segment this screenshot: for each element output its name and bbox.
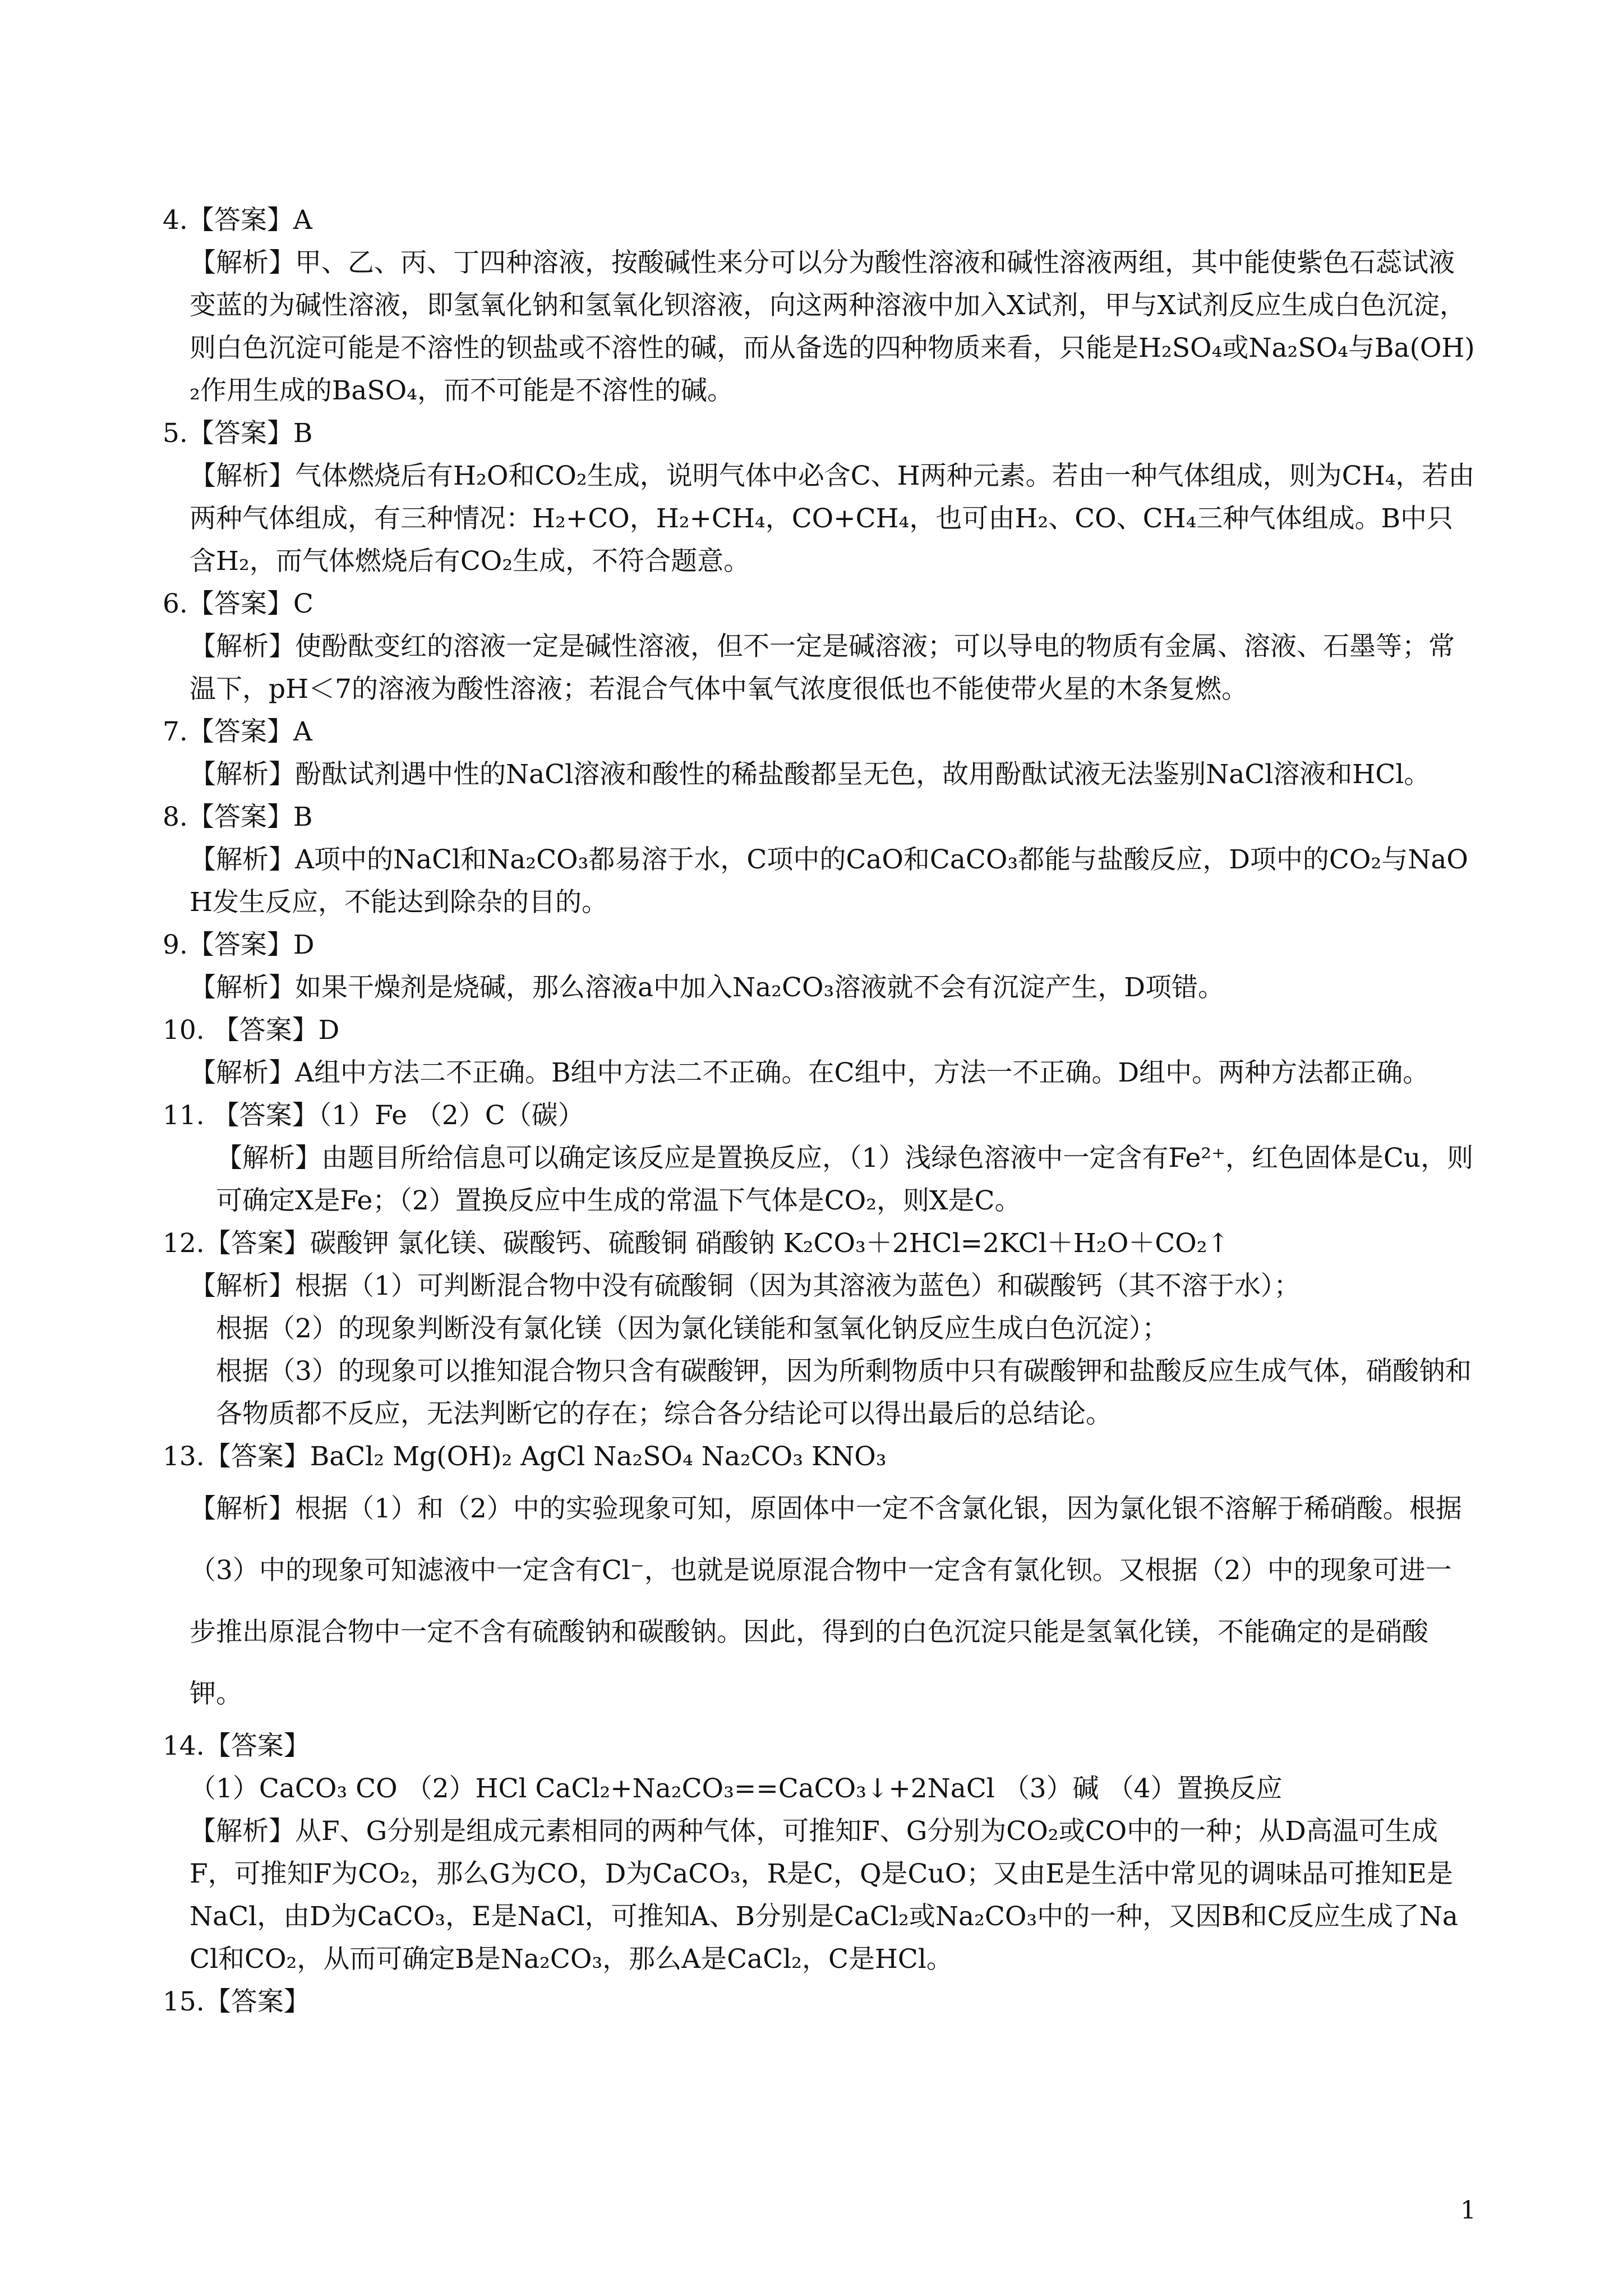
analysis-12-part2: 根据（2）的现象判断没有氯化镁（因为氯化镁能和氢氧化钠反应生成白色沉淀）； — [216, 1313, 1169, 1344]
answer-15: 15.【答案】 — [163, 1986, 310, 2017]
answer-14-items: （1）CaCO₃ CO （2）HCl CaCl₂+Na₂CO₃==CaCO₃↓+2NaCl （3）碱 （4）置换反应 — [190, 1773, 1283, 1804]
answer-14: 14.【答案】 — [163, 1731, 310, 1761]
answer-9: 9.【答案】D — [163, 930, 315, 960]
answer-10: 10. 【答案】D — [163, 1015, 340, 1046]
answer-5: 5.【答案】B — [163, 418, 313, 449]
answer-8: 8.【答案】B — [163, 802, 313, 832]
answer-13: 13.【答案】BaCl₂ Mg(OH)₂ AgCl Na₂SO₄ Na₂CO₃ KNO₃ — [163, 1441, 887, 1472]
analysis-4: 【解析】甲、乙、丙、丁四种溶液，按酸碱性来分可以分为酸性溶液和碱性溶液两组，其中能使紫色石蕊试液变蓝的为碱性溶液，即氢氧化钠和氢氧化钡溶液，向这两种溶液中加入X试剂，甲与X试剂反应生成白色沉淀，则白色沉淀可能是不溶性的钡盐或不溶性的碱，而从备选的四种物质来看，只能是H₂SO₄或Na₂SO₄与Ba(OH)₂作用生成的BaSO₄，而不可能是不溶性的碱。 — [190, 247, 1475, 406]
answer-11: 11. 【答案】（1）Fe （2）C（碳） — [163, 1100, 584, 1131]
answer-key-body — [163, 199, 1475, 2023]
analysis-11: 【解析】由题目所给信息可以确定该反应是置换反应，（1）浅绿色溶液中一定含有Fe²⁺，红色固体是Cu，则可确定X是Fe；（2）置换反应中生成的常温下气体是CO₂，则X是C。 — [216, 1143, 1474, 1216]
analysis-7: 【解析】酚酞试剂遇中性的NaCl溶液和酸性的稀盐酸都呈无色，故用酚酞试液无法鉴别NaCl溶液和HCl。 — [190, 759, 1431, 790]
analysis-12-part3: 根据（3）的现象可以推知混合物只含有碳酸钾，因为所剩物质中只有碳酸钾和盐酸反应生成气体，硝酸钠和各物质都不反应，无法判断它的存在；综合各分结论可以得出最后的总结论。 — [216, 1356, 1472, 1429]
answer-6: 6.【答案】C — [163, 588, 313, 619]
page-number: 1 — [1460, 2196, 1476, 2225]
analysis-10: 【解析】A组中方法二不正确。B组中方法二不正确。在C组中，方法一不正确。D组中。两种方法都正确。 — [190, 1057, 1430, 1088]
analysis-5: 【解析】气体燃烧后有H₂O和CO₂生成，说明气体中必含C、H两种元素。若由一种气体组成，则为CH₄，若由两种气体组成，有三种情况：H₂+CO，H₂+CH₄，CO+CH₄，也可由H₂、CO、CH₄三种气体组成。B中只含H₂，而气体燃烧后有CO₂生成，不符合题意。 — [190, 461, 1475, 577]
answer-12: 12.【答案】碳酸钾 氯化镁、碳酸钙、硫酸铜 硝酸钠 K₂CO₃＋2HCl=2KCl＋H₂O＋CO₂↑ — [163, 1228, 1229, 1259]
analysis-14: 【解析】从F、G分别是组成元素相同的两种气体，可推知F、G分别为CO₂或CO中的一种；从D高温可生成F，可推知F为CO₂，那么G为CO，D为CaCO₃，R是C，Q是CuO；又由E是生活中常见的调味品可推知E是NaCl，由D为CaCO₃，E是NaCl，可推知A、B分别是CaCl₂或Na₂CO₃中的一种，又因B和C反应生成了NaCl和CO₂，从而可确定B是Na₂CO₃，那么A是CaCl₂，C是HCl。 — [190, 1816, 1458, 1975]
answer-4: 4.【答案】A — [163, 205, 312, 236]
analysis-6: 【解析】使酚酞变红的溶液一定是碱性溶液，但不一定是碱溶液；可以导电的物质有金属、溶液、石墨等；常温下，pH＜7的溶液为酸性溶液；若混合气体中氧气浓度很低也不能使带火星的木条复燃。 — [190, 631, 1455, 705]
answer-7: 7.【答案】A — [163, 716, 312, 747]
analysis-9: 【解析】如果干燥剂是烧碱，那么溶液a中加入Na₂CO₃溶液就不会有沉淀产生，D项错。 — [190, 972, 1225, 1003]
analysis-13: 【解析】根据（1）和（2）中的实验现象可知，原固体中一定不含氯化银，因为氯化银不溶解于稀硝酸。根据（3）中的现象可知滤液中一定含有Cl⁻，也就是说原混合物中一定含有氯化钡。又根据（2）中的现象可进一步推出原混合物中一定不含有硫酸钠和碳酸钠。因此，得到的白色沉淀只能是氢氧化镁，不能确定的是硝酸钾。 — [190, 1493, 1462, 1709]
analysis-8: 【解析】A项中的NaCl和Na₂CO₃都易溶于水，C项中的CaO和CaCO₃都能与盐酸反应，D项中的CO₂与NaOH发生反应，不能达到除杂的目的。 — [190, 844, 1468, 918]
analysis-12-part1: 【解析】根据（1）可判断混合物中没有硫酸铜（因为其溶液为蓝色）和碳酸钙（其不溶于水）； — [190, 1271, 1301, 1301]
